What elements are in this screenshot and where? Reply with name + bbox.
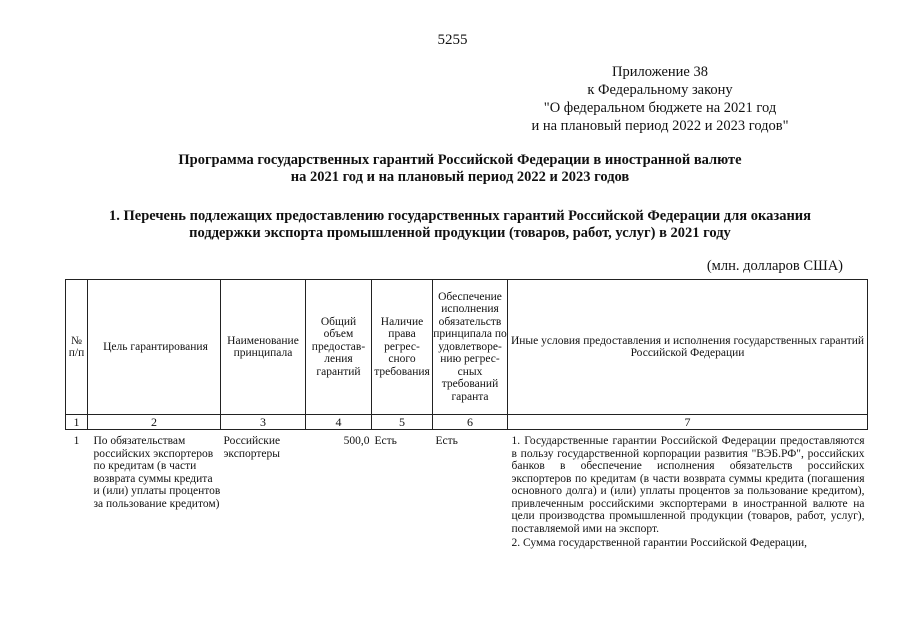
row-principal: Российские экспортеры bbox=[223, 435, 281, 460]
col-number-7: 7 bbox=[508, 415, 868, 430]
row-regress: Есть bbox=[374, 435, 397, 447]
column-numbers-row bbox=[66, 415, 868, 430]
header-principal: Наименование принципала bbox=[221, 280, 306, 415]
header-amount: Общий объем предостав-ления гарантий bbox=[306, 280, 372, 415]
page-number: 5255 bbox=[437, 32, 468, 48]
row-goal: По обязательствам российских экспортеров по кредитам (в части возврата суммы кредита и (или) уплаты процентов за пользование кредитом) bbox=[93, 435, 221, 510]
row-conditions bbox=[508, 430, 868, 550]
section-line-1: 1. Перечень подлежащих предоставлению государственных гарантий Российской Федерации для оказания bbox=[108, 208, 812, 224]
section-line-2: поддержки экспорта промышленной продукции (товаров, работ, услуг) в 2021 году bbox=[189, 225, 731, 241]
row-amount: 500,0 bbox=[343, 435, 370, 447]
title-line-1: Программа государственных гарантий Российской Федерации в иностранной валюте bbox=[178, 152, 742, 168]
col-number-2: 2 bbox=[88, 415, 221, 430]
appendix-line-3: "О федеральном бюджете на 2021 год bbox=[543, 100, 777, 116]
title-line-2: на 2021 год и на плановый период 2022 и 2023 годов bbox=[290, 169, 630, 185]
col-number-1: 1 bbox=[66, 415, 88, 430]
row-num: 1 bbox=[73, 435, 80, 447]
col-number-4: 4 bbox=[306, 415, 372, 430]
row-security: Есть bbox=[435, 435, 458, 447]
document-title bbox=[60, 152, 860, 186]
appendix-line-1: Приложение 38 bbox=[612, 64, 708, 80]
header-security: Обеспечение исполнения обязательств принципала по удовлетворе-нию регрес-сных требований гаранта bbox=[433, 280, 508, 415]
units-label: (млн. долларов США) bbox=[706, 258, 843, 274]
appendix-reference bbox=[500, 63, 820, 135]
section-title bbox=[60, 208, 860, 242]
table-row bbox=[66, 430, 868, 550]
header-conditions: Иные условия предоставления и исполнения государственных гарантий Российской Федерации bbox=[508, 280, 868, 415]
appendix-line-4: и на плановый период 2022 и 2023 годов" bbox=[531, 118, 789, 134]
col-number-3: 3 bbox=[221, 415, 306, 430]
conditions-paragraph-1: 1. Государственные гарантии Российской Федерации предоставляются в пользу государственной корпорации развития "ВЭБ.РФ", российских банков в обеспечение исполнения обязательств российских экспортеров по кредитам (в части возврата суммы кредита (погашения основного долга) и (или) уплаты процентов за пользование кредитом), привлеченным российскими экспортерами в иностранной валюте на цели производства промышленной продукции (товаров, работ, услуг), поставляемой ими на экспорт. bbox=[511, 435, 865, 535]
conditions-paragraph-2: 2. Сумма государственной гарантии Российской Федерации, bbox=[511, 537, 808, 549]
appendix-line-2: к Федеральному закону bbox=[587, 82, 733, 98]
guarantees-table bbox=[65, 279, 868, 550]
col-number-6: 6 bbox=[433, 415, 508, 430]
header-goal: Цель гарантирования bbox=[88, 280, 221, 415]
col-number-5: 5 bbox=[372, 415, 433, 430]
header-num: № п/п bbox=[66, 280, 88, 415]
table-header-row bbox=[66, 280, 868, 415]
header-regress: Наличие права регрес-сного требования bbox=[372, 280, 433, 415]
